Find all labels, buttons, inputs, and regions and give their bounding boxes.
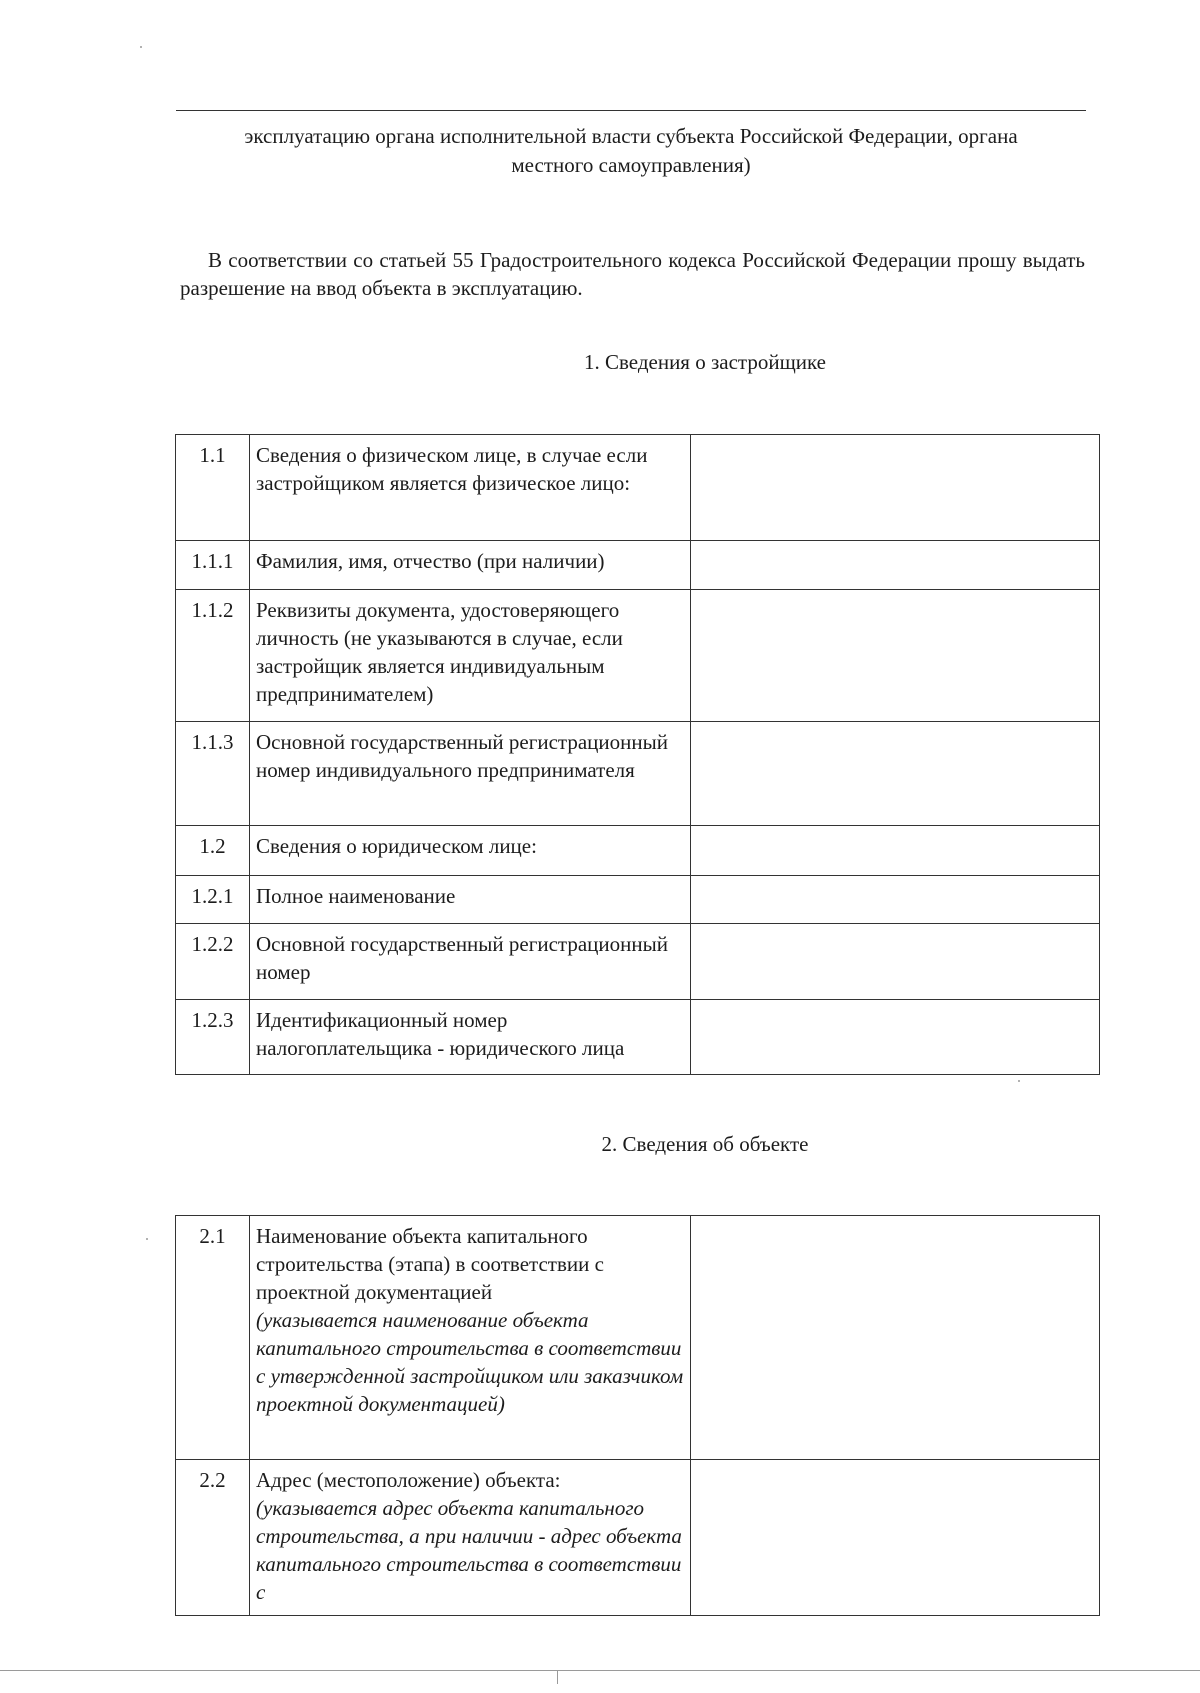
row-number: 1.2 [176,826,250,876]
row-label: Основной государственный регистрационный номер индивидуального предпринимателя [250,722,691,826]
row-value-cell[interactable] [691,924,1100,1000]
row-label: Идентификационный номер налогоплательщика - юридического лица [250,1000,691,1075]
row-value-cell[interactable] [691,590,1100,722]
authority-caption [176,122,1086,180]
row-note: (указывается наименование объекта капитального строительства в соответствии с утвержденной застройщиком или заказчиком проектной документацией) [256,1308,684,1416]
caption-line-1: эксплуатацию органа исполнительной власти субъекта Российской Федерации, органа [244,124,1018,148]
table-row [176,722,1100,826]
table-row [176,435,1100,541]
row-label: Сведения о юридическом лице: [250,826,691,876]
row-label-cell [250,1460,691,1616]
row-value-cell[interactable] [691,826,1100,876]
row-value-cell[interactable] [691,1216,1100,1460]
row-number: 1.1.2 [176,590,250,722]
top-rule [176,110,1086,111]
row-number: 1.2.3 [176,1000,250,1075]
row-number: 2.1 [176,1216,250,1460]
bottom-scan-edge [0,1670,1200,1671]
table-row [176,1216,1100,1460]
row-label: Основной государственный регистрационный номер [250,924,691,1000]
scan-speck [146,1238,148,1240]
row-number: 1.1 [176,435,250,541]
table-row [176,1460,1100,1616]
row-label-cell [250,1216,691,1460]
row-label: Фамилия, имя, отчество (при наличии) [250,541,691,590]
scan-speck [140,46,142,48]
row-label: Реквизиты документа, удостоверяющего личность (не указываются в случае, если застройщик является индивидуальным предпринимателем) [250,590,691,722]
table-row [176,590,1100,722]
developer-info-table [175,434,1100,1075]
row-number: 1.2.1 [176,876,250,924]
caption-line-2: местного самоуправления) [511,153,751,177]
table-row [176,1000,1100,1075]
row-label: Полное наименование [250,876,691,924]
row-value-cell[interactable] [691,435,1100,541]
row-label: Адрес (местоположение) объекта: [256,1468,561,1492]
row-value-cell[interactable] [691,1000,1100,1075]
row-label: Наименование объекта капитального строительства (этапа) в соответствии с проектной документацией [256,1224,604,1304]
row-note: (указывается адрес объекта капитального строительства, а при наличии - адрес объекта капитального строительства в соответствии с [256,1496,682,1604]
row-value-cell[interactable] [691,1460,1100,1616]
table-row [176,876,1100,924]
request-paragraph: В соответствии со статьей 55 Градостроительного кодекса Российской Федерации прошу выдать разрешение на ввод объекта в эксплуатацию. [180,248,1085,300]
row-label: Сведения о физическом лице, в случае если застройщиком является физическое лицо: [250,435,691,541]
row-number: 1.2.2 [176,924,250,1000]
scan-speck [1018,1080,1020,1082]
row-value-cell[interactable] [691,722,1100,826]
bottom-scan-tick [557,1670,558,1684]
object-info-table [175,1215,1100,1616]
row-number: 1.1.3 [176,722,250,826]
table-row [176,924,1100,1000]
table-row [176,826,1100,876]
row-number: 2.2 [176,1460,250,1616]
row-value-cell[interactable] [691,876,1100,924]
section-2-title: 2. Сведения об объекте [601,1132,809,1156]
row-number: 1.1.1 [176,541,250,590]
row-value-cell[interactable] [691,541,1100,590]
table-row [176,541,1100,590]
section-1-title: 1. Сведения о застройщике [583,350,826,374]
